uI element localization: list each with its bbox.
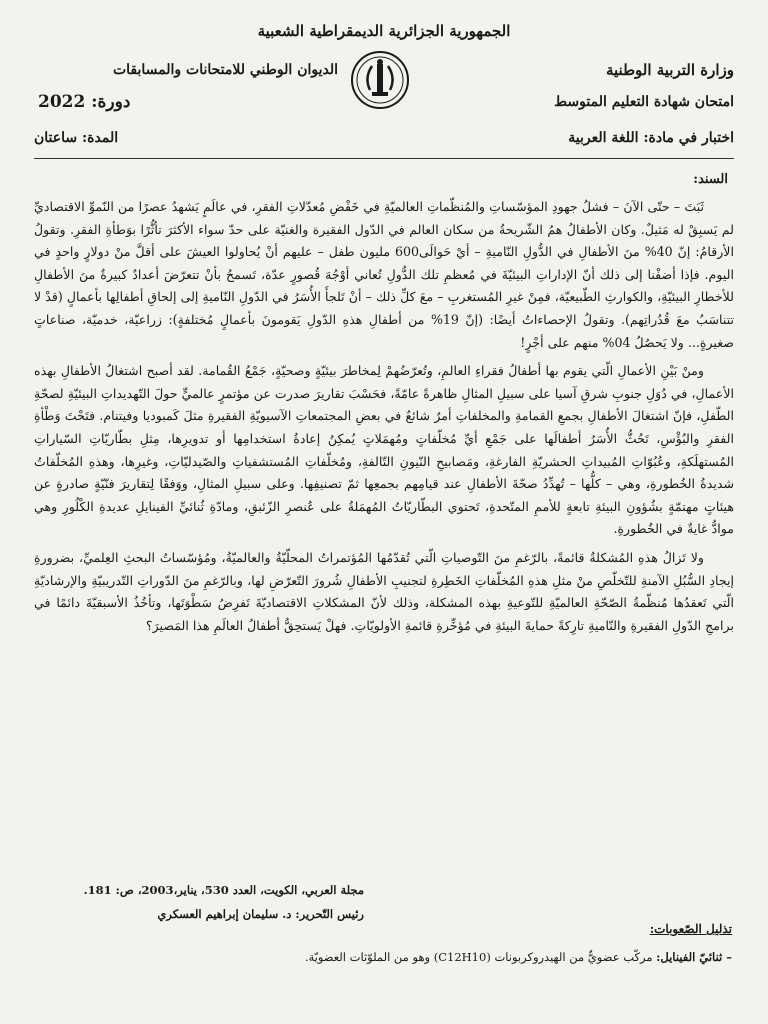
- source-publication: مجلة العربي، الكويت، العدد 530، يناير،2003، ص: 181.: [83, 883, 364, 897]
- republic-title: الجمهورية الجزائرية الديمقراطية الشعبية: [257, 22, 511, 40]
- paragraph-1: ثَبَتَ – حتّى الآنَ – فشلُ جهودِ المؤسّساتِ والمُنظّماتِ العالميّةِ في خَفْضِ مُعدّلاتِ الفقرِ، في عالَمٍ يَشهدُ عصرًا من النّموِّ الاقتصاديِّ لم يَسبِقْ له مَثيلٌ. وكان الأطفالُ همُ الشّريحةُ من سكان العالم في الدّول الفقيرة والغنيّة على حدّ سواء الأكثرَ تأثُّرًا بوَطأةِ الفقرِ. وتقولُ الأرقامُ: إنّ 40% منَ الأطفالِ في الدُّولِ النّاميةِ – أيْ حَوالَى600 مليون طفل – عليهم أنْ يُحاولوا العيشَ على أقلَّ منْ دولارٍ واحدٍ في اليوم. فإذا أضفْنا إلى ذلك أنّ الإداراتِ البيئيّةَ في مُعظمِ تلك الدُّولِ تُعاني أوْجُهَ قُصورٍ عدّة، تَسمحُ بأنْ تتعرّضَ أعدادٌ كبيرةٌ منَ الأطفالِ للأخطارِ البيئيّةِ، والكوارثِ الطّبيعيّة، فمِنْ غيرِ المُستغربِ – معَ كلِّ ذلك – أنْ تَلجأَ الأُسَرُ في الدّولِ النّاميةِ إلى إلحاقِ أطفالِها بأعمالٍ (قدْ لا تتناسَبُ معَ قُدُراتِهم). وتقولُ الإحصاءاتُ أيضًا: (إنّ 19% من أطفالِ هذهِ الدّولِ يَقومونَ بأعمالٍ مُختلفةٍ): زراعيّة، خدميّة، صناعاتٍ صغيرةٍ... ولا يَحصُلُ 04% منهم على أجْرٍ!: [34, 199, 734, 350]
- header-right: [484, 58, 734, 114]
- exam-duration: المدة: ساعتان: [34, 130, 119, 146]
- glossary-term: – ثنائيّ الفينايل:: [656, 950, 732, 964]
- session-year: دورة: 2022: [38, 92, 131, 112]
- source-editor: رئيس التّحرير: د. سليمان إبراهيم العسكري: [157, 907, 364, 921]
- exam-name: امتحان شهادة التعليم المتوسط: [554, 94, 734, 110]
- subject-row: [34, 128, 734, 159]
- glossary-item: [305, 950, 732, 964]
- subject-label: اختبار في مادة: اللغة العربية: [568, 130, 734, 146]
- source-citation: [34, 878, 364, 926]
- reading-text: [34, 196, 734, 637]
- emblem-icon: [350, 50, 410, 110]
- header-left: [38, 58, 338, 116]
- section-title: السند:: [693, 172, 728, 187]
- glossary-title: تذليل الصّعوبات:: [649, 922, 732, 936]
- paragraph-2: ومنْ بَيْنِ الأعمالِ الّتي يقوم بها أطفالُ فقراءِ العالمِ، وتُعرّضُهمْ لِمخاطرَ بيئيّةٍ وصحيّةٍ، جَمْعُ القُمامة. لقد أصبح اشتغالُ الأطفالِ بهذه الأعمالِ، في دُوَلِ جنوبِ شرقِ آسيا على سبيلِ المثالِ ظاهرةً عامّةً، فحَسْبَ تقاريرَ صدرت عن مؤتمرٍ عالميٍّ حولَ التّهديداتِ البيئيّةِ لصحّةِ الطّفلِ، فإنّ اشتغالَ الأطفالِ بجمعِ القمامةِ والمخلفاتِ أمرٌ شائعٌ في بعضِ المجتمعاتِ الآسيويّةِ الفقيرةِ مثلَ كَمبوديا وفيتنام. فتَحْتَ وَطْأةِ الفقرِ والبُؤْسِ، تَحُثُّ الأُسَرُ أطفالَها على جَمْعِ أيِّ مُخلّفاتٍ ومُهمَلاتٍ يُمكِنُ إعادةُ استخدامِها أو تدويرِها، مِثلِ بطّاريّاتِ السّياراتِ المُستهلَكةِ، وعُبُوّاتِ المُبيداتِ الحشريّةِ الفارغةِ، ومَصابيحِ النّيونِ التّالفةِ، ومُخلّفاتِ المُستشفياتِ والصّيدليّاتِ، وغيرِها، وهذهِ المُخلّفاتُ شديدةُ الخُطورةِ، وهي – كلُّها – تُهدِّدُ صحّةَ الأطفالِ عند قيامِهم بجمعِها ثمّ تصنيفِها. وعلى سبيلِ المثالِ، ووَفقًا لِتقاريرَ فنّيّةٍ صادرةٍ عن هيئاتٍ مهتمّةٍ بشُؤونِ البيئةِ تابعةٍ للأممِ المتّحدةِ، تَحتوي البطّاريّاتُ المُهمَلةُ على عُنصرِ الزّئبقِ، ومادّةِ ثُنائيِّ الفينايلِ عديدةِ الكْلُورِ وهي موادُّ غايةٌ في الخُطورةِ.: [34, 363, 734, 537]
- office-name: الديوان الوطني للامتحانات والمسابقات: [112, 62, 338, 78]
- ministry-name: وزارة التربية الوطنية: [605, 61, 734, 79]
- paragraph-3: ولا تَزالُ هذهِ المُشكلةُ قائمةً، بالرّغمِ منَ التّوصياتِ الّتي تُقدّمُها المُؤتمراتُ المحلّيّةُ والعالميّةُ، ومُؤسّساتُ البحثِ العِلميِّ، بضرورةِ إيجادِ السُّبُلِ الآمنةِ للتّخلّصِ منْ مثلِ هذهِ المُخلّفاتِ الخَطِرةِ لتجنيبِ الأطفالِ شُرورَ التّعرّضِ لها، وبالرّغمِ منَ الدّوراتِ التّدريبيّةِ والإرشاديّةِ الّتي تَعقدُها مُنظّمةُ الصّحّةِ العالميّةِ للتّوعيةِ بهذه المشكلة، وذلك لأنّ المشكلاتِ الاقتصاديّةَ تَفرِضُ سَطْوَتَها، وتأخُذُ الأسبقيّةَ دائمًا في برامجِ الدّولِ الفقيرةِ والنّاميةِ تارِكةً حمايةَ البيئةِ في مُؤخِّرةِ قائمةِ الأولويّاتِ. فهلْ يَستحِقُّ أطفالُ العالَمِ هذا المَصيرَ؟: [34, 549, 734, 633]
- glossary-definition: مركّب عضويٌّ من الهيدروكربونات (C12H10) وهو من الملوّثات العضويّة.: [304, 950, 653, 964]
